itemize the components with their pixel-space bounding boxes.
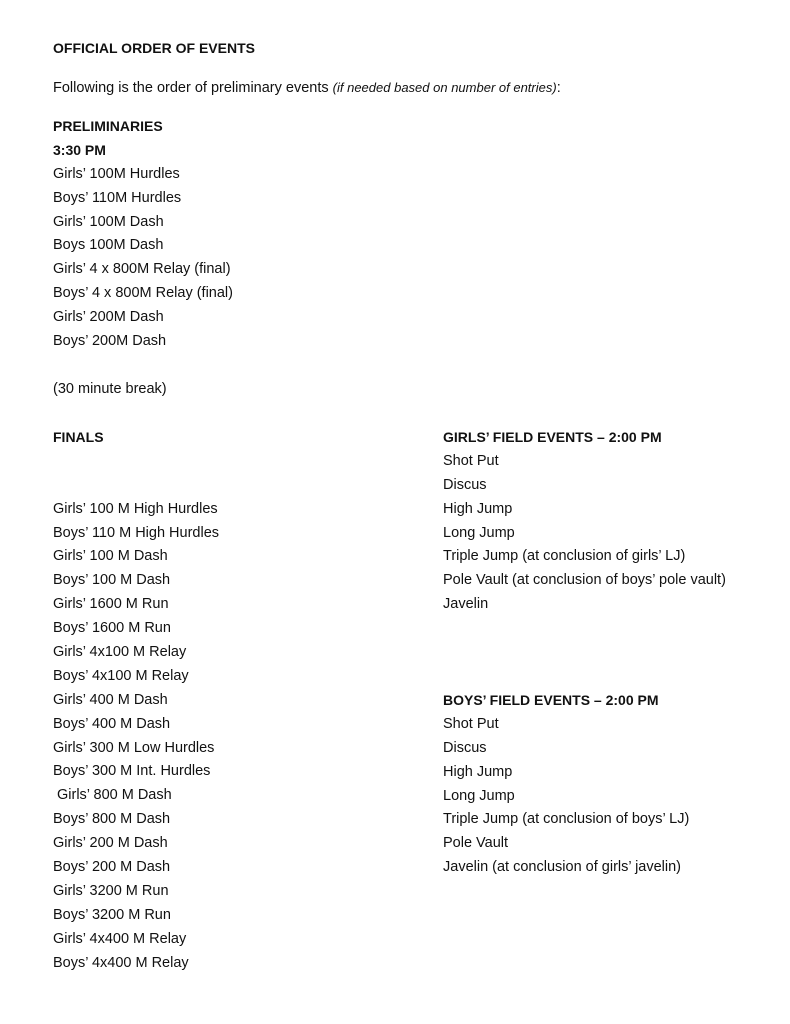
preliminaries-heading: PRELIMINARIES: [53, 118, 163, 134]
preliminary-event: Girls’ 100M Dash: [53, 213, 164, 230]
preliminary-event: Girls’ 4 x 800M Relay (final): [53, 261, 231, 278]
final-event: Boys’ 800 M Dash: [53, 811, 171, 828]
girls-field-events-section: [443, 426, 726, 617]
preliminary-event: Girls’ 200M Dash: [53, 309, 164, 326]
girls-field-event: Triple Jump (at conclusion of girls’ LJ): [443, 548, 686, 565]
blank-line: [53, 354, 233, 378]
intro-text: Following is the order of preliminary events: [53, 80, 333, 96]
blank-line: [53, 474, 219, 498]
girls-field-event: Pole Vault (at conclusion of boys’ pole vault): [443, 572, 726, 589]
preliminary-event: Boys 100M Dash: [53, 237, 164, 254]
final-event: Boys’ 1600 M Run: [53, 620, 171, 637]
finals-heading: FINALS: [53, 429, 104, 445]
boys-field-heading: BOYS’ FIELD EVENTS – 2:00 PM: [443, 692, 659, 708]
final-event: Boys’ 3200 M Run: [53, 906, 171, 923]
girls-field-event: Javelin: [443, 596, 489, 613]
boys-field-event: Discus: [443, 739, 487, 756]
girls-field-event: Discus: [443, 476, 487, 493]
final-event: Girls’ 4x100 M Relay: [53, 644, 187, 661]
final-event: Girls’ 3200 M Run: [53, 882, 169, 899]
final-event: Boys’ 4x100 M Relay: [53, 667, 189, 684]
final-event: Girls’ 800 M Dash: [57, 787, 172, 804]
final-event: Boys’ 4x400 M Relay: [53, 954, 189, 971]
boys-field-event: Triple Jump (at conclusion of boys’ LJ): [443, 811, 690, 828]
preliminaries-time: 3:30 PM: [53, 141, 106, 158]
boys-field-event: High Jump: [443, 763, 513, 780]
boys-field-event: Pole Vault: [443, 835, 509, 852]
final-event: Girls’ 100 M Dash: [53, 548, 168, 565]
boys-field-event: Shot Put: [443, 715, 499, 732]
final-event: Girls’ 100 M High Hurdles: [53, 500, 218, 517]
boys-field-events-section: [443, 689, 689, 880]
finals-section: [53, 426, 219, 975]
final-event: Girls’ 400 M Dash: [53, 691, 168, 708]
blank-line: [53, 450, 219, 474]
preliminaries-section: [53, 115, 233, 402]
boys-field-event: Long Jump: [443, 787, 515, 804]
final-event: Boys’ 100 M Dash: [53, 572, 171, 589]
final-event: Girls’ 4x400 M Relay: [53, 930, 187, 947]
preliminary-event: Boys’ 110M Hurdles: [53, 189, 182, 206]
intro-note: (if needed based on number of entries): [332, 80, 557, 95]
final-event: Boys’ 300 M Int. Hurdles: [53, 763, 211, 780]
boys-field-event: Javelin (at conclusion of girls’ javelin): [443, 859, 682, 876]
girls-field-event: Long Jump: [443, 524, 515, 541]
final-event: Girls’ 300 M Low Hurdles: [53, 739, 215, 756]
final-event: Boys’ 110 M High Hurdles: [53, 524, 220, 541]
final-event: Boys’ 400 M Dash: [53, 715, 171, 732]
document-title: OFFICIAL ORDER OF EVENTS: [53, 40, 255, 56]
final-event: Girls’ 1600 M Run: [53, 596, 169, 613]
preliminary-event: Boys’ 4 x 800M Relay (final): [53, 285, 233, 302]
preliminary-event: Boys’ 200M Dash: [53, 333, 167, 350]
final-event: Girls’ 200 M Dash: [53, 835, 168, 852]
final-event: Boys’ 200 M Dash: [53, 859, 171, 876]
break-note: (30 minute break): [53, 380, 167, 397]
girls-field-event: High Jump: [443, 500, 513, 517]
intro-text-end: :: [556, 80, 561, 96]
girls-field-heading: GIRLS’ FIELD EVENTS – 2:00 PM: [443, 429, 662, 445]
girls-field-event: Shot Put: [443, 452, 499, 469]
intro-paragraph: [53, 78, 561, 98]
preliminary-event: Girls’ 100M Hurdles: [53, 165, 180, 182]
